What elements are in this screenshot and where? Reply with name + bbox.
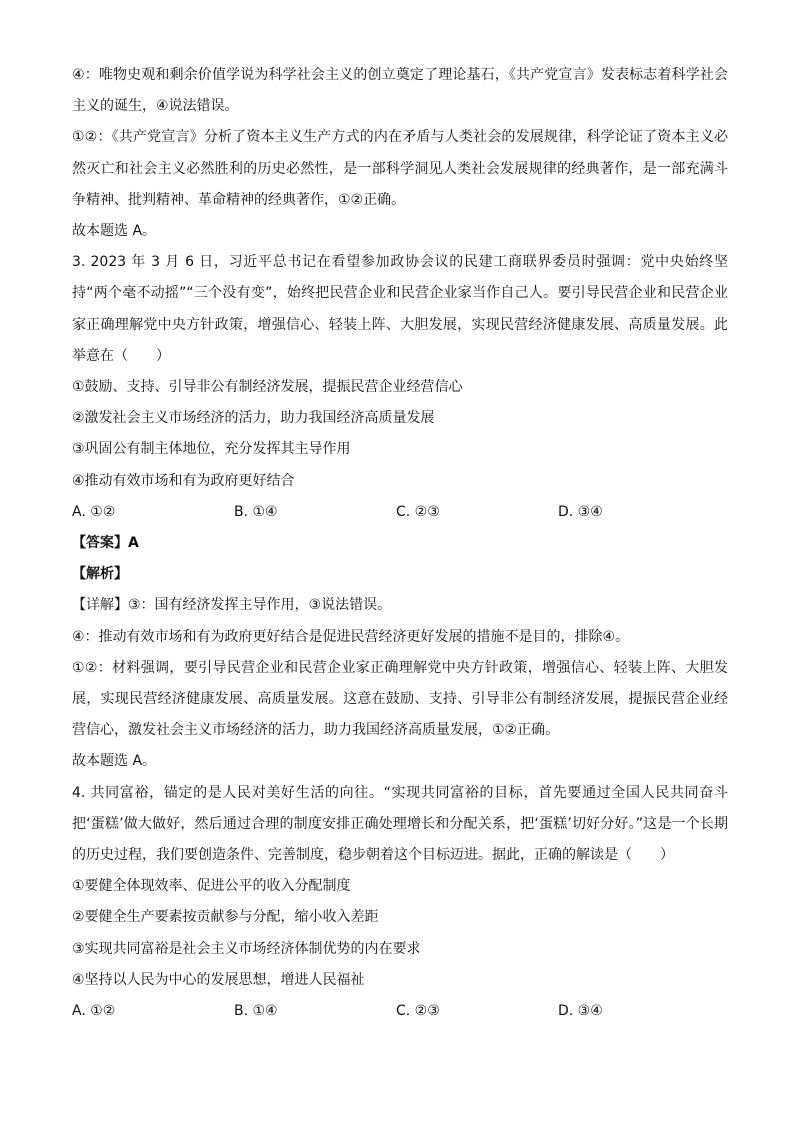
q4-item-3: ③实现共同富裕是社会主义市场经济体制优势的内在要求 xyxy=(72,940,421,957)
q3-option-a: A. ①② xyxy=(72,503,116,520)
question-4-stem: 4. 共同富裕，锚定的是人民对美好生活的向往。“实现共同富裕的目标，首先要通过全国人民共同奋斗把‘蛋糕’做大做好，然后通过合理的制度安排正确处理增长和分配关系，把‘蛋糕’切好分好。”这是一个长期的历史过程，我们要创造条件、完善制度，稳步朝着这个目标迈进。据此，正确的解读是（ ） xyxy=(72,784,728,864)
q3-analysis-heading: 【解析】 xyxy=(72,566,128,583)
q4-option-c: C. ②③ xyxy=(396,1003,440,1020)
q3-conclusion: 故本题选 A。 xyxy=(72,753,157,770)
conclusion-q2: 故本题选 A。 xyxy=(72,223,157,240)
document-page xyxy=(72,60,728,1027)
question-3-stem: 3. 2023 年 3 月 6 日，习近平总书记在看望参加政协会议的民建工商联界委员时强调：党中央始终坚持“两个毫不动摇”“三个没有变”，始终把民营企业和民营企业家当作自己人。要引导民营企业和民营企业家正确理解党中央方针政策，增强信心、轻装上阵、大胆发展，实现民营经济健康发展、高质量发展。此举意在（ ） xyxy=(72,254,728,364)
q4-option-d: D. ③④ xyxy=(558,1003,603,1020)
q4-option-a: A. ①② xyxy=(72,1003,116,1020)
q4-item-4: ④坚持以人民为中心的发展思想，增进人民福祉 xyxy=(72,971,365,988)
q4-options xyxy=(72,996,728,1027)
q3-options xyxy=(72,497,728,528)
q3-detail-3: ①②：材料强调，要引导民营企业和民营企业家正确理解党中央方针政策，增强信心、轻装上阵、大胆发展，实现民营经济健康发展、高质量发展。这意在鼓励、支持、引导非公有制经济发展，提振民营企业经营信心，激发社会主义市场经济的活力，助力我国经济高质量发展，①②正确。 xyxy=(72,659,728,739)
q3-item-2: ②激发社会主义市场经济的活力，助力我国经济高质量发展 xyxy=(72,410,435,427)
q4-option-b: B. ①④ xyxy=(234,1003,278,1020)
q3-item-4: ④推动有效市场和有为政府更好结合 xyxy=(72,472,295,489)
q3-detail-2: ④：推动有效市场和有为政府更好结合是促进民营经济更好发展的措施不是目的，排除④。 xyxy=(72,628,630,645)
analysis-point-12: ①②：《共产党宣言》分析了资本主义生产方式的内在矛盾与人类社会的发展规律，科学论证了资本主义必然灭亡和社会主义必然胜利的历史必然性，是一部科学洞见人类社会发展规律的经典著作，是一部充满斗争精神、批判精神、革命精神的经典著作，①②正确。 xyxy=(72,129,728,208)
q3-detail-1: 【详解】③：国有经济发挥主导作用，③说法错误。 xyxy=(72,597,392,614)
q3-item-3: ③巩固公有制主体地位，充分发挥其主导作用 xyxy=(72,441,351,458)
q3-answer: 【答案】A xyxy=(72,535,139,552)
q3-option-c: C. ②③ xyxy=(396,503,440,520)
q4-item-2: ②要健全生产要素按贡献参与分配，缩小收入差距 xyxy=(72,909,379,926)
q3-option-d: D. ③④ xyxy=(558,503,603,520)
q4-item-1: ①要健全体现效率、促进公平的收入分配制度 xyxy=(72,878,351,895)
q3-option-b: B. ①④ xyxy=(234,503,278,520)
q3-item-1: ①鼓励、支持、引导非公有制经济发展，提振民营企业经营信心 xyxy=(72,379,463,396)
analysis-point-4: ④：唯物史观和剩余价值学说为科学社会主义的创立奠定了理论基石，《共产党宣言》发表标志着科学社会主义的诞生，④说法错误。 xyxy=(72,67,728,115)
